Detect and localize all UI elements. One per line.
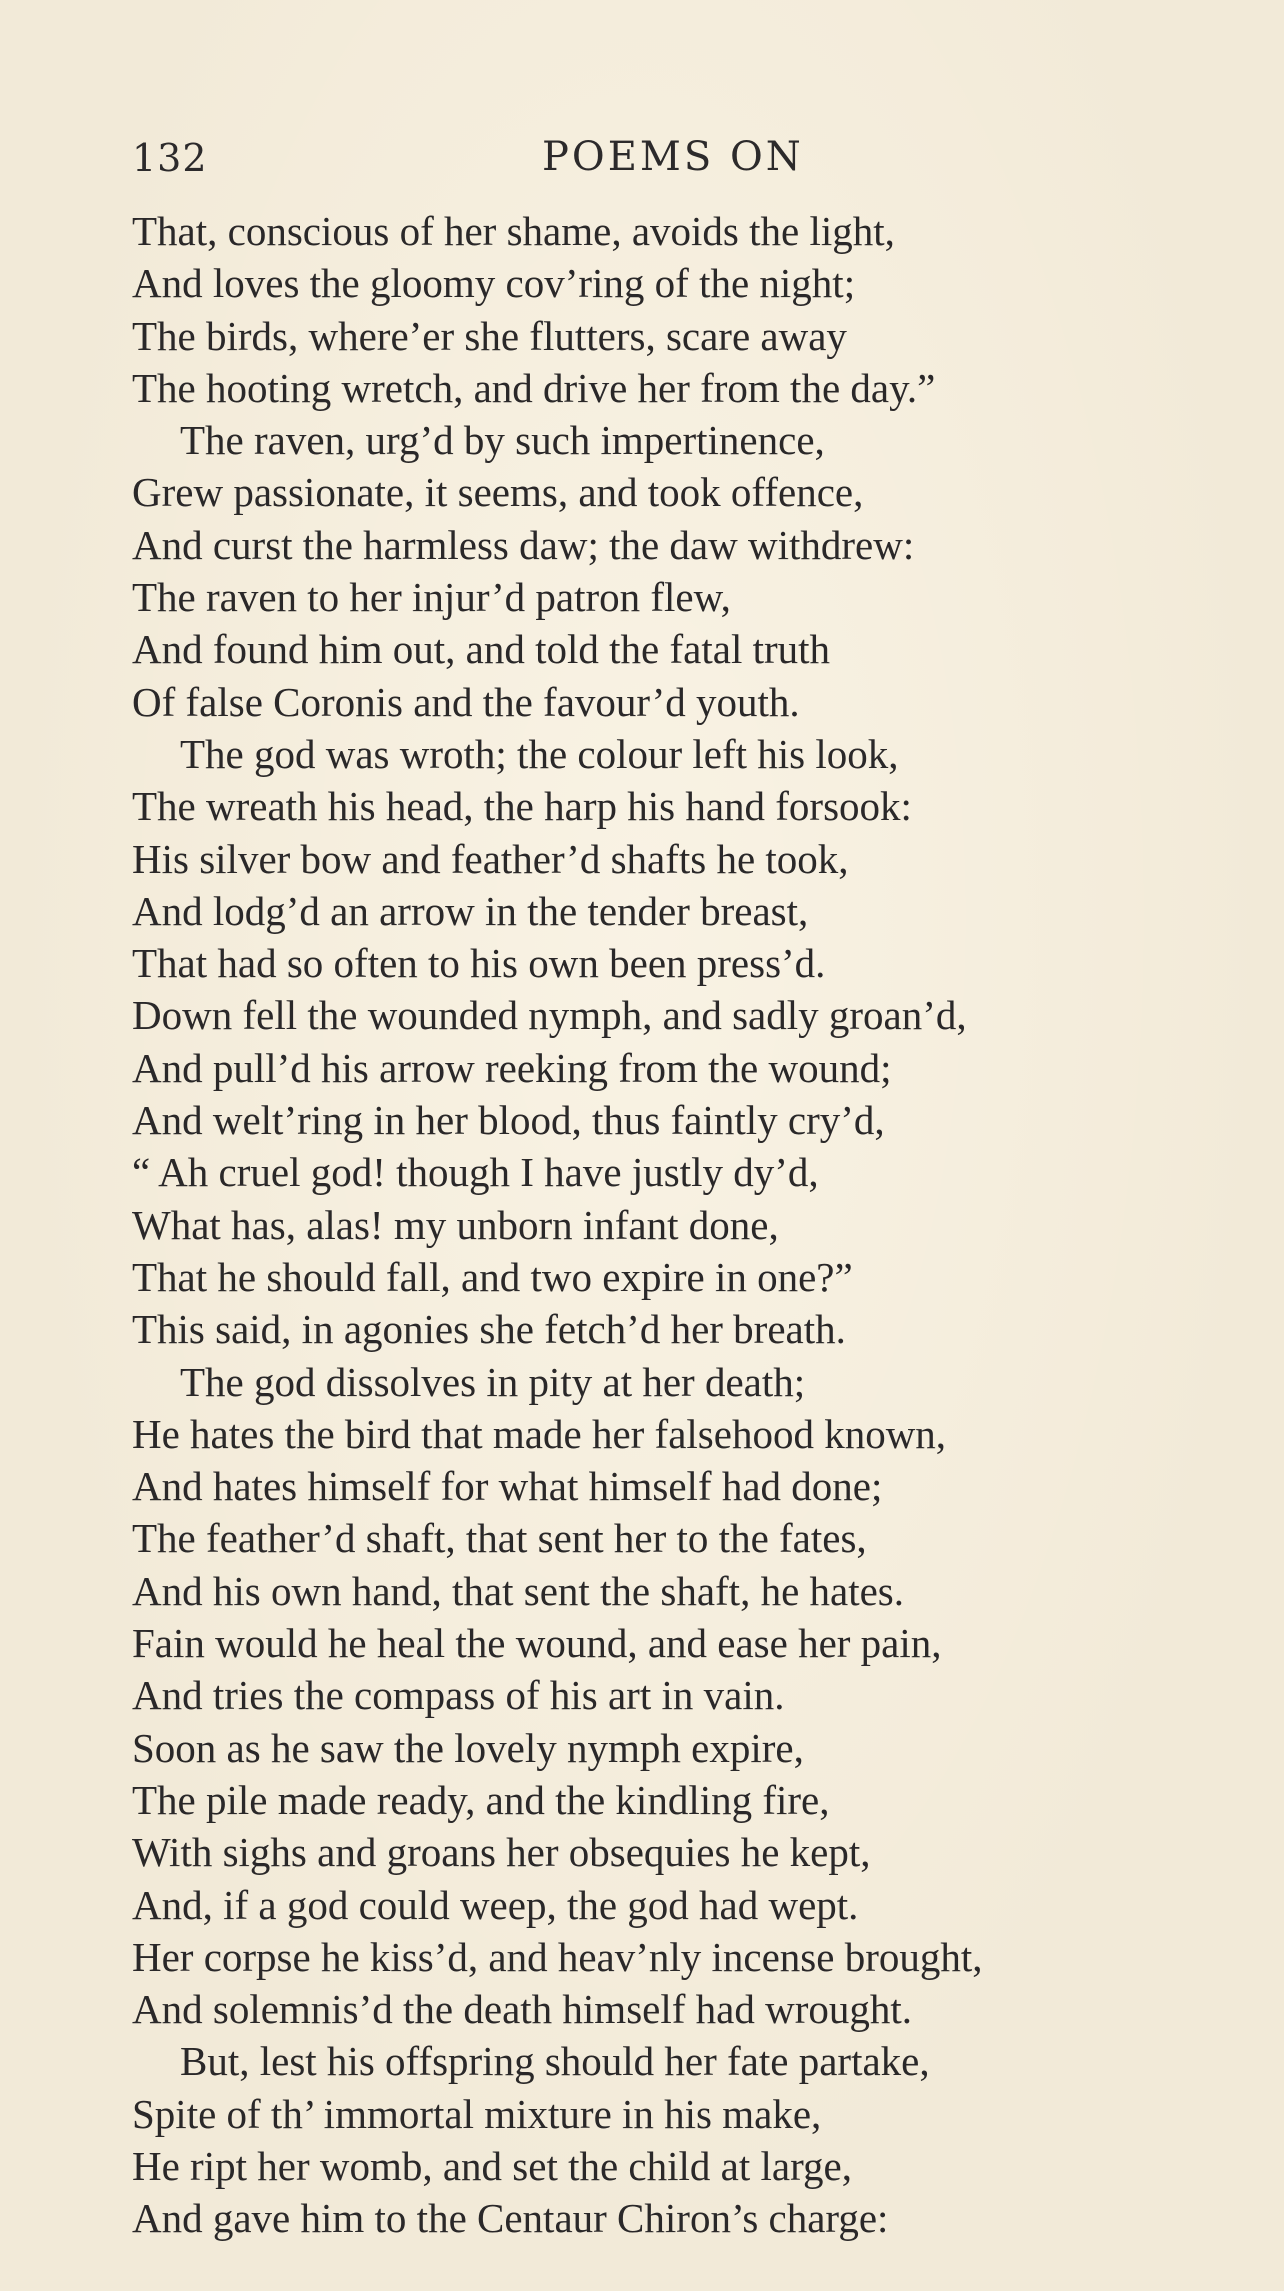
poem-line: Fain would he heal the wound, and ease her pain, [132,1620,942,1667]
poem-line: And loves the gloomy cov’ring of the night; [132,260,856,307]
poem-line: Spite of th’ immortal mixture in his make, [132,2090,822,2137]
poem-line: The god was wroth; the colour left his look, [180,730,899,777]
poem-line: And solemnis’d the death himself had wrought. [132,1986,913,2033]
poem-line: The hooting wretch, and drive her from the day.” [132,364,936,411]
poem-text [132,205,1192,2245]
poem-line: And hates himself for what himself had done; [132,1463,883,1510]
poem-line: And lodg’d an arrow in the tender breast, [132,887,809,934]
poem-line: Down fell the wounded nymph, and sadly groan’d, [132,992,967,1039]
poem-line: And found him out, and told the fatal truth [132,626,831,673]
poem-line: And tries the compass of his art in vain. [132,1672,785,1719]
poem-line: And, if a god could weep, the god had wept. [132,1881,859,1928]
poem-line: And curst the harmless daw; the daw withdrew: [132,521,915,568]
poem-line: Her corpse he kiss’d, and heav’nly incense brought, [132,1933,983,1980]
poem-line: What has, alas! my unborn infant done, [132,1201,779,1248]
poem-line: And pull’d his arrow reeking from the wound; [132,1044,892,1091]
poem-line: That he should fall, and two expire in one?” [132,1253,853,1300]
poem-line: This said, in agonies she fetch’d her breath. [132,1306,846,1353]
poem-line: The pile made ready, and the kindling fire, [132,1776,830,1823]
poem-line: Grew passionate, it seems, and took offence, [132,469,864,516]
poem-line: With sighs and groans her obsequies he kept, [132,1829,871,1876]
poem-line: The wreath his head, the harp his hand forsook: [132,783,912,830]
poem-line: That had so often to his own been press’d. [132,940,826,987]
page-header [132,126,1132,186]
poem-line: “ Ah cruel god! though I have justly dy’d, [132,1149,819,1196]
poem-line: His silver bow and feather’d shafts he took, [132,835,849,882]
poem-line: But, lest his offspring should her fate partake, [180,2038,930,2085]
poem-line: And gave him to the Centaur Chiron’s charge: [132,2195,889,2242]
poem-line: He ript her womb, and set the child at large, [132,2142,852,2189]
poem-line: Of false Coronis and the favour’d youth. [132,678,800,725]
poem-line: He hates the bird that made her falsehood known, [132,1410,947,1457]
running-head: POEMS ON [542,134,804,180]
poem-line: And welt’ring in her blood, thus faintly cry’d, [132,1097,885,1144]
poem-line: The god dissolves in pity at her death; [180,1358,806,1405]
poem-line: That, conscious of her shame, avoids the light, [132,208,895,254]
poem-line: Soon as he saw the lovely nymph expire, [132,1724,804,1771]
poem-line: The feather’d shaft, that sent her to the fates, [132,1515,867,1562]
poem-line: The raven, urg’d by such impertinence, [180,417,825,464]
page-number: 132 [132,136,208,180]
poem-line: And his own hand, that sent the shaft, he hates. [132,1567,905,1614]
poem-line: The raven to her injur’d patron flew, [132,574,731,621]
poem-line: The birds, where’er she flutters, scare away [132,312,847,359]
